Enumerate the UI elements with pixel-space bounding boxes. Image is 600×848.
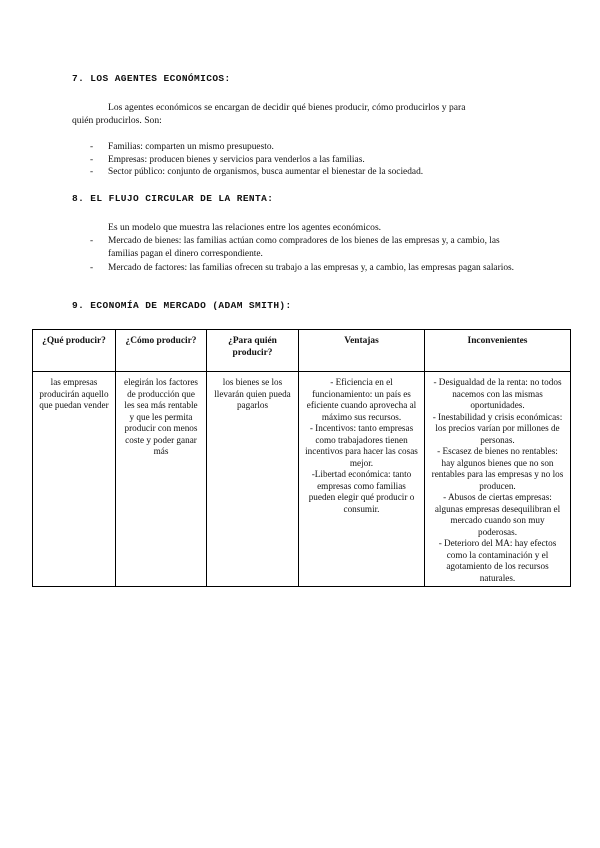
section-8-heading: 8. EL FLUJO CIRCULAR DE LA RENTA: xyxy=(72,193,274,204)
list-item: - Empresas: producen bienes y servicios para venderlos a las familias. xyxy=(90,154,365,165)
cell-como-producir: elegirán los factores de producción que les sea más rentable y que les permita producir con menos coste y poder ganar más xyxy=(116,372,207,587)
inconveniente-item: - Inestabilidad y crisis económicas: los precios varían por millones de personas. xyxy=(432,411,563,445)
cell-ventajas xyxy=(299,372,425,587)
list-item: - Mercado de factores: las familias ofrecen su trabajo a las empresas y, a cambio, las empresas pagan salarios. xyxy=(90,263,514,273)
section-7-bullet-list xyxy=(90,141,530,179)
header-inconvenientes: Inconvenientes xyxy=(425,330,571,372)
section-7-intro-line2: quién producirlos. Son: xyxy=(72,115,162,126)
list-item: - Mercado de bienes: las familias actúan como compradores de los bienes de las empresas y, a cambio, las familias pagan el dinero correspondiente. xyxy=(90,236,500,259)
section-8-bullet-list xyxy=(90,235,530,275)
section-7-intro-line1: Los agentes económicos se encargan de decidir qué bienes producir, cómo producirlos y para xyxy=(108,102,466,113)
list-item: - Sector público: conjunto de organismos, busca aumentar el bienestar de la sociedad. xyxy=(90,167,424,177)
header-para-quien-producir: ¿Para quién producir? xyxy=(207,330,299,372)
ventaja-item: -Libertad económica: tanto empresas como familias pueden elegir qué producir o consumir. xyxy=(308,469,415,514)
ventaja-item: - Incentivos: tanto empresas como trabajadores tienen incentivos para hacer las cosas mejor. xyxy=(305,423,418,468)
header-como-producir: ¿Cómo producir? xyxy=(116,330,207,372)
inconveniente-item: - Escasez de bienes no rentables: hay algunos bienes que no son rentables para las empresas y no los producen. xyxy=(431,446,564,491)
ventaja-item: - Eficiencia en el funcionamiento: un país es eficiente cuando aprovecha al máximo sus recursos. xyxy=(306,377,417,422)
cell-que-producir: las empresas producirán aquello que puedan vender xyxy=(33,372,116,587)
inconveniente-item: - Deterioro del MA: hay efectos como la contaminación y el agotamiento de los recursos naturales. xyxy=(438,538,557,583)
header-que-producir: ¿Qué producir? xyxy=(33,330,116,372)
inconveniente-item: - Desigualdad de la renta: no todos nacemos con las mismas oportunidades. xyxy=(433,377,562,410)
cell-para-quien-producir: los bienes se los llevarán quien pueda pagarlos xyxy=(207,372,299,587)
section-9-heading: 9. ECONOMÍA DE MERCADO (ADAM SMITH): xyxy=(72,300,292,311)
table-row xyxy=(33,372,571,587)
header-ventajas: Ventajas xyxy=(299,330,425,372)
section-7-heading: 7. LOS AGENTES ECONÓMICOS: xyxy=(72,73,231,84)
market-economy-table xyxy=(32,329,571,587)
inconveniente-item: - Abusos de ciertas empresas: algunas empresas desequilibran el mercado cuando son muy poderosas. xyxy=(434,492,561,537)
section-8-intro: Es un modelo que muestra las relaciones entre los agentes económicos. xyxy=(108,222,382,233)
cell-inconvenientes xyxy=(425,372,571,587)
list-item: - Familias: comparten un mismo presupuesto. xyxy=(90,142,274,152)
table-header-row xyxy=(33,330,571,372)
